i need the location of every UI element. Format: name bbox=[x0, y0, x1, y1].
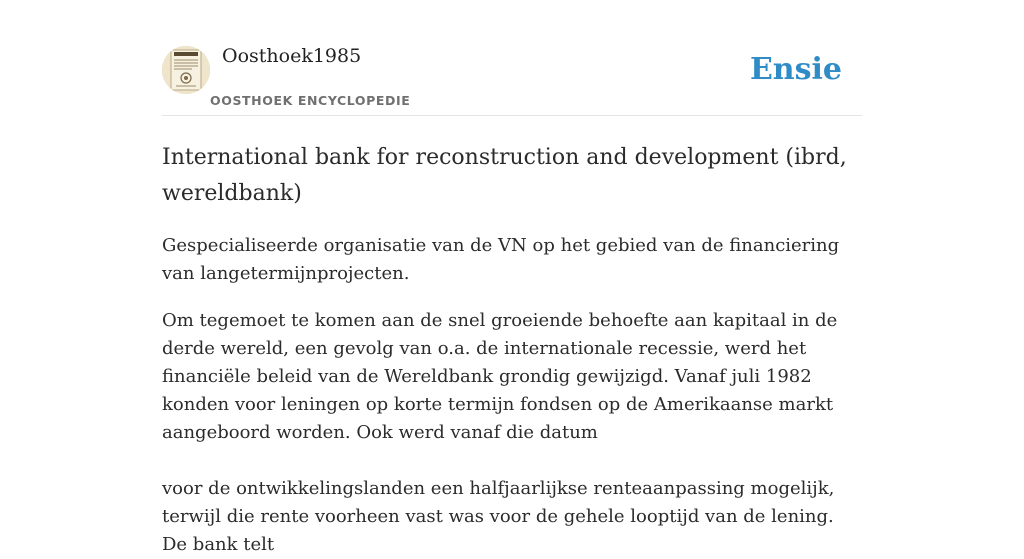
ensie-article-page bbox=[162, 0, 862, 559]
page-header bbox=[162, 0, 862, 116]
article-paragraph-2: Om tegemoet te komen aan de snel groeiende behoefte aan kapitaal in de derde wereld, een gevolg van o.a. de internationale recessie, werd het financiële beleid van de Wereldbank grondig gewijzigd. Vanaf juli 1982 konden voor leningen op korte termijn fondsen op de Amerikaanse markt aangeboord worden. Ook werd vanaf die datum bbox=[162, 310, 838, 443]
article-paragraph-3: voor de ontwikkelingslanden een halfjaarlijkse renteaanpassing mogelijk, terwijl die rente voorheen vast was voor de gehele looptijd van de lening. De bank telt bbox=[162, 478, 835, 555]
article-paragraph-1: Gespecialiseerde organisatie van de VN op het gebied van de financiering van langetermijnprojecten. bbox=[162, 235, 840, 284]
author-name[interactable]: Oosthoek1985 bbox=[222, 45, 362, 67]
source-label[interactable]: OOSTHOEK ENCYCLOPEDIE bbox=[210, 93, 411, 108]
author-avatar[interactable] bbox=[162, 46, 210, 94]
ensie-logo[interactable]: Ensie bbox=[749, 52, 842, 87]
encyclopedia-cover-icon bbox=[162, 46, 210, 94]
article-title: International bank for reconstruction and development (ibrd, wereldbank) bbox=[162, 145, 847, 206]
